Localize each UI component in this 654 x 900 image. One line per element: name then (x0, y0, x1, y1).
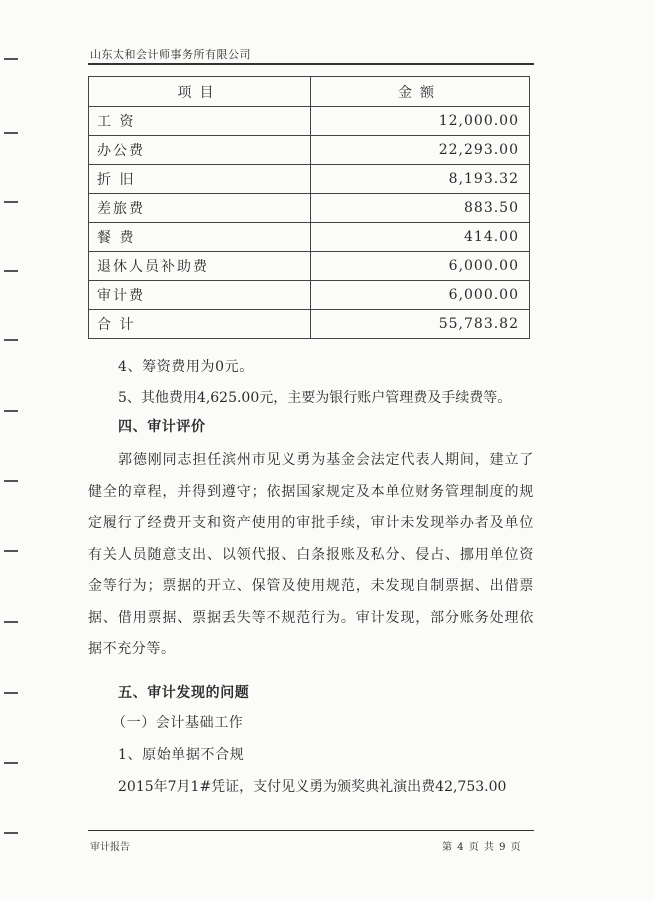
page-header-firm: 山东太和会计师事务所有限公司 (90, 48, 251, 61)
margin-mark (4, 621, 18, 623)
row-amount: 414.00 (311, 223, 530, 252)
expense-table (88, 76, 530, 339)
margin-mark (4, 832, 18, 834)
margin-mark (4, 410, 18, 412)
table-row (89, 194, 530, 223)
margin-mark (4, 762, 18, 764)
row-amount: 12,000.00 (311, 107, 530, 136)
table-row (89, 107, 530, 136)
row-item: 审计费 (89, 281, 311, 310)
margin-mark (4, 58, 18, 60)
col-header-item: 项目 (89, 77, 311, 107)
row-item: 餐 费 (89, 223, 311, 252)
margin-mark (4, 270, 18, 272)
row-item: 工 资 (89, 107, 311, 136)
paragraph-evaluation: 郭德刚同志担任滨州市见义勇为基金会法定代表人期间，建立了健全的章程，并得到遵守；依据国家规定及本单位财务管理制度的规定履行了经费开支和资产使用的审批手续，审计未发现举办者及单位有关人员随意支出、以领代报、白条报账及私分、侵占、挪用单位资金等行为；票据的开立、保管及使用规范，未发现自制票据、出借票据、借用票据、票据丢失等不规范行为。审计发现，部分账务处理依据不充分等。 (88, 452, 534, 657)
margin-mark (4, 132, 18, 134)
col-header-amount: 金额 (311, 77, 530, 107)
header-rule (88, 63, 534, 65)
table-row (89, 252, 530, 281)
row-amount: 8,193.32 (311, 165, 530, 194)
table-header-row (89, 77, 530, 107)
row-amount: 22,293.00 (311, 136, 530, 165)
footer-report-title: 审计报告 (90, 842, 130, 853)
page-number: 第 4 页 共 9 页 (442, 842, 522, 853)
margin-mark (4, 480, 18, 482)
margin-mark (4, 692, 18, 694)
row-amount: 6,000.00 (311, 281, 530, 310)
finding-detail: 2015年7月1#凭证，支付见义勇为颁奖典礼演出费42,753.00 (118, 779, 507, 795)
row-amount: 883.50 (311, 194, 530, 223)
subsection-heading: （一）会计基础工作 (112, 715, 244, 731)
margin-mark (4, 201, 18, 203)
row-item: 退休人员补助费 (89, 252, 311, 281)
row-item: 差旅费 (89, 194, 311, 223)
margin-mark (4, 339, 18, 341)
table-row (89, 136, 530, 165)
paragraph-other-cost: 5、其他费用4,625.00元，主要为银行账户管理费及手续费等。 (118, 390, 512, 406)
row-item: 合 计 (89, 310, 311, 339)
table-total-row (89, 310, 530, 339)
section-heading-findings: 五、审计发现的问题 (118, 685, 250, 701)
paragraph-financing-cost: 4、筹资费用为0元。 (118, 359, 254, 375)
finding-item-title: 1、原始单据不合规 (118, 747, 245, 763)
footer-rule (88, 830, 534, 831)
row-item: 折 旧 (89, 165, 311, 194)
margin-mark (4, 550, 18, 552)
table-row (89, 223, 530, 252)
row-amount: 55,783.82 (311, 310, 530, 339)
table-row (89, 165, 530, 194)
row-amount: 6,000.00 (311, 252, 530, 281)
row-item: 办公费 (89, 136, 311, 165)
section-heading-evaluation: 四、审计评价 (118, 419, 206, 435)
table-row (89, 281, 530, 310)
